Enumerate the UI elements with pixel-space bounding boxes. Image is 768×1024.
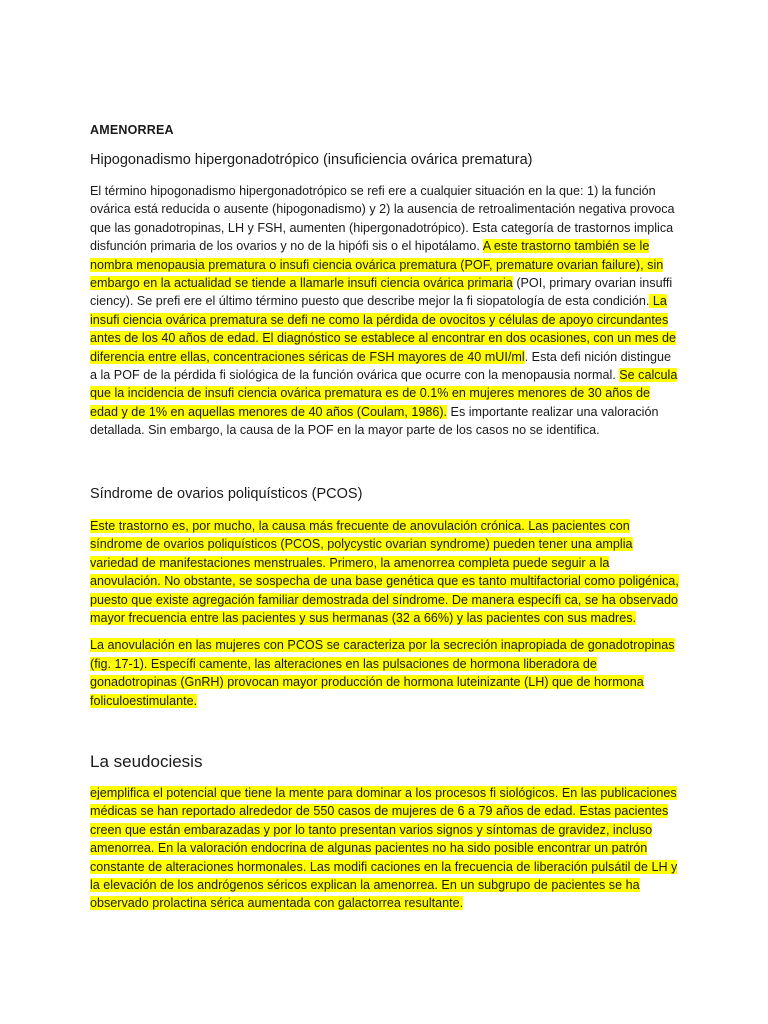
text-run: El término hipogonadismo hipergonadotrópico se refi ere a cualquier situación en la que: 1) la función ovárica está reducida o ausente (hipogonadismo) y 2) la ausencia de retroalimentación negativa provoca que las gonadotropinas, LH y FSH, aumenten (hipergonadotrópico). Esta categoría de trastornos implica disfunción primaria de los ovarios y no de la hipófi sis o el hipotálamo.: [90, 184, 675, 254]
highlighted-text: ejemplifica el potencial que tiene la mente para dominar a los procesos fi siológicos. En las publicaciones médicas se han reportado alrededor de 550 casos de mujeres de 6 a 79 años de edad. Estas pacientes creen que están embarazadas y por lo tanto presentan varios signos y síntomas de gravidez, incluso amenorrea. En la valoración endocrina de algunas pacientes no ha sido posible encontrar un patrón constante de alteraciones hormonales. Las modifi caciones en la frecuencia de liberación pulsátil de LH y la elevación de los andrógenos séricos explican la amenorrea. En un subgrupo de pacientes se ha observado prolactina sérica aumentada con galactorrea resultante.: [90, 786, 678, 911]
highlighted-text: Se calcula que la incidencia de insufi ciencia ovárica prematura es de 0.1% en mujeres menores de 30 años de edad y de 1% en aquellas menores de 40 años (Coulam, 1986).: [90, 368, 678, 419]
section-heading: La seudociesis: [90, 752, 203, 771]
highlighted-text: Este trastorno es, por mucho, la causa más frecuente de anovulación crónica. Las pacientes con síndrome de ovarios poliquísticos (PCOS, polycystic ovarian syndrome) pueden tener una amplia variedad de manifestaciones menstruales. Primero, la amenorrea completa puede seguir a la anovulación. No obstante, se sospecha de una base genética que es tanto multifactorial como poligénica, puesto que existe agregación familiar demostrada del síndrome. De manera específi ca, se ha observado mayor frecuencia entre las pacientes y sus hermanas (32 a 66%) y las pacientes con sus madres.: [90, 519, 679, 626]
section-paragraph: [90, 636, 680, 710]
section-paragraph: [90, 517, 680, 627]
document-title: AMENORREA: [90, 123, 174, 137]
section-paragraph: [90, 784, 680, 913]
text-run: (POI, primary ovarian insuffi ciency). Se prefi ere el último término puesto que describe mejor la fi siopatología de esta condición.: [90, 276, 673, 309]
section-paragraph: [90, 182, 680, 440]
highlighted-text: A este trastorno también se le nombra menopausia prematura o insufi ciencia ovárica prematura (POF, premature ovarian failure), sin embargo en la actualidad se tiende a llamarle insufi ciencia ovárica primaria: [90, 239, 664, 291]
section-heading: Hipogonadismo hipergonadotrópico (insuficiencia ovárica prematura): [90, 152, 533, 168]
text-run: Es importante realizar una valoración detallada. Sin embargo, la causa de la POF en la mayor parte de los casos no se identifica.: [90, 404, 659, 438]
section-pcos: [90, 484, 680, 710]
section-hipogonadismo: [90, 150, 680, 440]
highlighted-text: La insufi ciencia ovárica prematura se defi ne como la pérdida de ovocitos y células de apoyo circundantes antes de los 40 años de edad. El diagnóstico se establece al encontrar en dos ocasiones, con un mes de diferencia entre ellas, concentraciones séricas de FSH mayores de 40 mUI/ml: [90, 294, 676, 364]
section-seudociesis: [90, 752, 680, 913]
text-run: . Esta defi nición distingue a la POF de la pérdida fi siológica de la función ovárica que ocurre con la menopausia normal.: [90, 349, 672, 383]
highlighted-text: La anovulación en las mujeres con PCOS se caracteriza por la secreción inapropiada de gonadotropinas (fig. 17-1). Específi camente, las alteraciones en las pulsaciones de hormona liberadora de gonadotropinas (GnRH) provocan mayor producción de hormona luteinizante (LH) que de hormona foliculoestimulante.: [90, 638, 675, 708]
section-heading: Síndrome de ovarios poliquísticos (PCOS): [90, 486, 363, 502]
